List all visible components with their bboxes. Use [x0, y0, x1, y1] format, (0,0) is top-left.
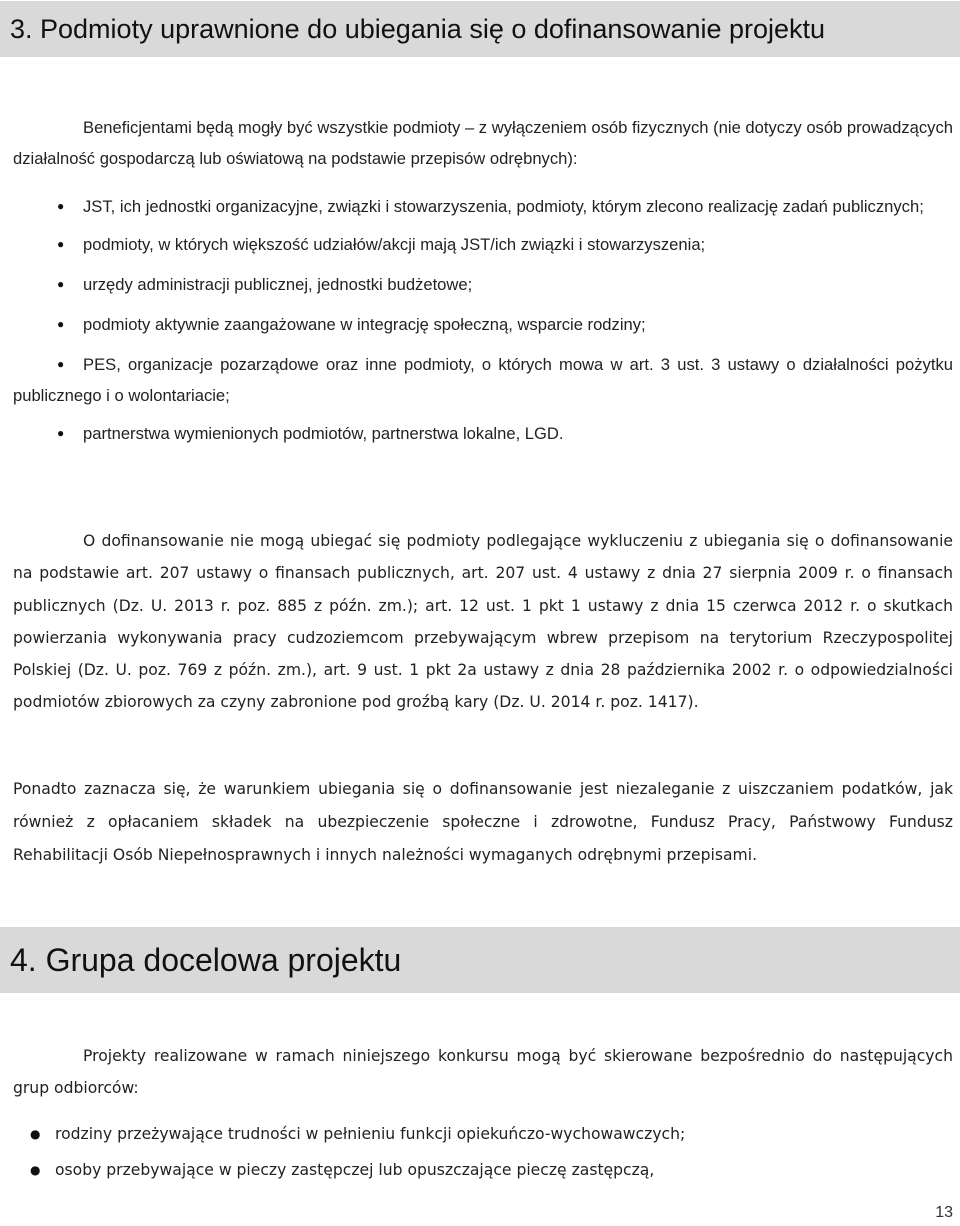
bullet-icon: ●	[57, 199, 65, 213]
list-item	[13, 349, 953, 411]
list-item	[13, 269, 953, 300]
exclusion-paragraph	[13, 525, 953, 719]
list-item	[13, 418, 953, 449]
list-item-text: rodziny przeżywające trudności w pełnieniu funkcji opiekuńczo-wychowawczych;	[55, 1125, 686, 1143]
bullet-icon: ●	[57, 317, 65, 331]
page-number: 13	[935, 1204, 953, 1221]
list-item-text: PES, organizacje pozarządowe oraz inne podmioty, o których mowa w art. 3 ust. 3 ustawy o działalności pożytku publicznego i o wolontariacie;	[13, 355, 953, 405]
bullet-icon: ●	[57, 237, 65, 251]
list-item-text: podmioty, w których większość udziałów/akcji mają JST/ich związki i stowarzyszenia;	[83, 235, 706, 254]
bullet-icon: ●	[57, 277, 65, 291]
bullet-icon: ●	[30, 1127, 41, 1141]
additional-conditions-paragraph: Ponadto zaznacza się, że warunkiem ubiegania się o dofinansowanie jest niezaleganie z uiszczaniem podatków, jak również z opłacaniem składek na ubezpieczenie społeczne i zdrowotne, Fundusz Pracy, Państwowy Fundusz Rehabilitacji Osób Niepełnosprawnych i innych należności wymaganych odrębnymi przepisami.	[13, 780, 953, 864]
list-item-text: JST, ich jednostki organizacyjne, związki i stowarzyszenia, podmioty, którym zlecono realizację zadań publicznych;	[83, 197, 924, 216]
target-group-intro-paragraph	[13, 1040, 953, 1104]
section-3-heading: 3. Podmioty uprawnione do ubiegania się o dofinansowanie projektu	[0, 1, 960, 57]
list-item-text: urzędy administracji publicznej, jednostki budżetowe;	[83, 275, 473, 294]
list-item	[13, 191, 953, 222]
list-item-text: podmioty aktywnie zaangażowane w integrację społeczną, wsparcie rodziny;	[83, 315, 646, 334]
list-item	[13, 229, 953, 260]
eligibility-intro-paragraph	[13, 112, 953, 174]
list-item	[13, 1116, 953, 1152]
exclusion-text: O dofinansowanie nie mogą ubiegać się podmioty podlegające wykluczeniu z ubiegania się o dofinansowanie na podstawie art. 207 ustawy o finansach publicznych, art. 207 ust. 4 ustawy z dnia 27 sierpnia 2009 r. o finansach publicznych (Dz. U. 2013 r. poz. 885 z późn. zm.); art. 12 ust. 1 pkt 1 ustawy z dnia 15 czerwca 2012 r. o skutkach powierzania wykonywania pracy cudzoziemcom przebywającym wbrew przepisom na terytorium Rzeczypospolitej Polskiej (Dz. U. poz. 769 z późn. zm.), art. 9 ust. 1 pkt 2a ustawy z dnia 28 października 2002 r. o odpowiedzialności podmiotów zbiorowych za czyny zabronione pod groźbą kary (Dz. U. 2014 r. poz. 1417).	[13, 532, 953, 712]
list-item-text: partnerstwa wymienionych podmiotów, partnerstwa lokalne, LGD.	[83, 424, 564, 443]
bullet-icon: ●	[57, 357, 65, 371]
target-groups-list	[13, 1116, 953, 1188]
list-item	[13, 1152, 953, 1188]
eligible-entities-list	[13, 191, 953, 458]
list-item-text: osoby przebywające w pieczy zastępczej lub opuszczające pieczę zastępczą,	[55, 1161, 655, 1179]
eligibility-intro-text: Beneficjentami będą mogły być wszystkie podmioty – z wyłączeniem osób fizycznych (nie dotyczy osób prowadzących działalność gospodarczą lub oświatową na podstawie przepisów odrębnych):	[13, 118, 953, 168]
bullet-icon: ●	[30, 1163, 41, 1177]
section-4-heading: 4. Grupa docelowa projektu	[0, 927, 960, 993]
bullet-icon: ●	[57, 426, 65, 440]
target-group-intro-text: Projekty realizowane w ramach niniejszego konkursu mogą być skierowane bezpośrednio do następujących grup odbiorców:	[13, 1047, 953, 1097]
list-item	[13, 309, 953, 340]
